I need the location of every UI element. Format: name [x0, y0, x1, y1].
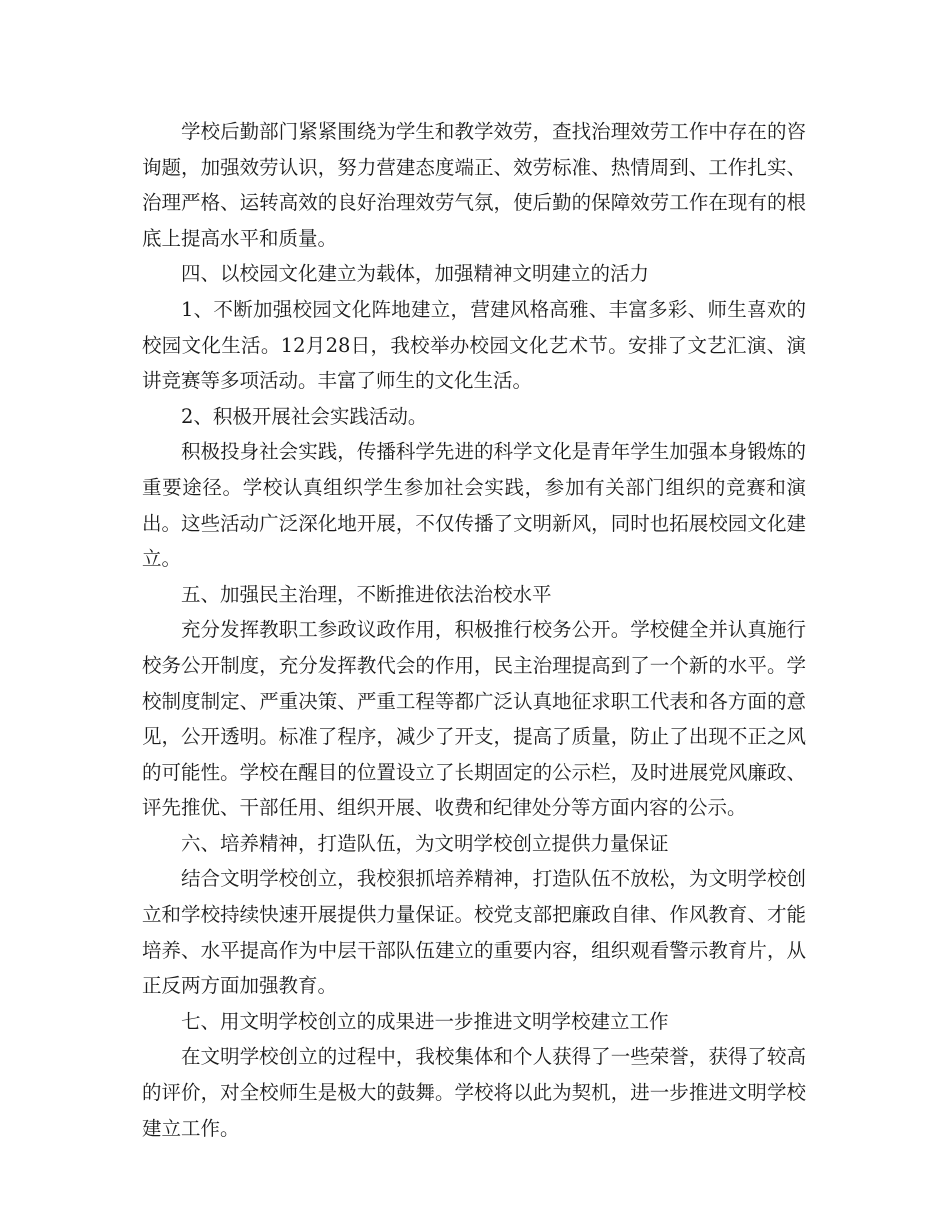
document-body [142, 114, 806, 1146]
paragraph-team-building: 结合文明学校创立，我校狠抓培养精神，打造队伍不放松，为文明学校创立和学校持续快速开展提供力量保证。校党支部把廉政自律、作风教育、才能培养、水平提高作为中层干部队伍建立的重要内容，组织观看警示教育片，从正反两方面加强教育。 [142, 867, 806, 998]
paragraph-civilized-school: 在文明学校创立的过程中，我校集体和个人获得了一些荣誉，获得了较高的评价，对全校师生是极大的鼓舞。学校将以此为契机，进一步推进文明学校建立工作。 [142, 1045, 806, 1140]
section-heading-team-building: 六、培养精神，打造队伍，为文明学校创立提供力量保证 [181, 831, 669, 855]
subheading-social-practice: 2、积极开展社会实践活动。 [181, 404, 428, 428]
paragraph-culture-activities: 1、不断加强校园文化阵地建立，营建风格高雅、丰富多彩、师生喜欢的校园文化生活。12月28日，我校举办校园文化艺术节。安排了文艺汇演、演讲竞赛等多项活动。丰富了师生的文化生活。 [142, 297, 806, 393]
paragraph-social-practice: 积极投身社会实践，传播科学先进的科学文化是青年学生加强本身锻炼的重要途径。学校认真组织学生参加社会实践，参加有关部门组织的竞赛和演出。这些活动广泛深化地开展，不仅传播了文明新风，同时也拓展校园文化建立。 [142, 440, 806, 571]
paragraph-democratic-management: 充分发挥教职工参政议政作用，积极推行校务公开。学校健全并认真施行校务公开制度，充分发挥教代会的作用，民主治理提高到了一个新的水平。学校制度制定、严重决策、严重工程等都广泛认真地征求职工代表和各方面的意见，公开透明。标准了程序，减少了开支，提高了质量，防止了出现不正之风的可能性。学校在醒目的位置设立了长期固定的公示栏，及时进展党风廉政、评先推优、干部任用、组织开展、收费和纪律处分等方面内容的公示。 [142, 618, 806, 820]
section-heading-campus-culture: 四、以校园文化建立为载体，加强精神文明建立的活力 [181, 262, 650, 286]
section-heading-civilized-school: 七、用文明学校创立的成果进一步推进文明学校建立工作 [181, 1009, 669, 1033]
paragraph-logistics: 学校后勤部门紧紧围绕为学生和教学效劳，查找治理效劳工作中存在的咨询题，加强效劳认识，努力营建态度端正、效劳标准、热情周到、工作扎实、治理严格、运转高效的良好治理效劳气氛，使后勤的保障效劳工作在现有的根底上提高水平和质量。 [142, 120, 806, 250]
section-heading-democratic-management: 五、加强民主治理，不断推进依法治校水平 [181, 582, 552, 606]
